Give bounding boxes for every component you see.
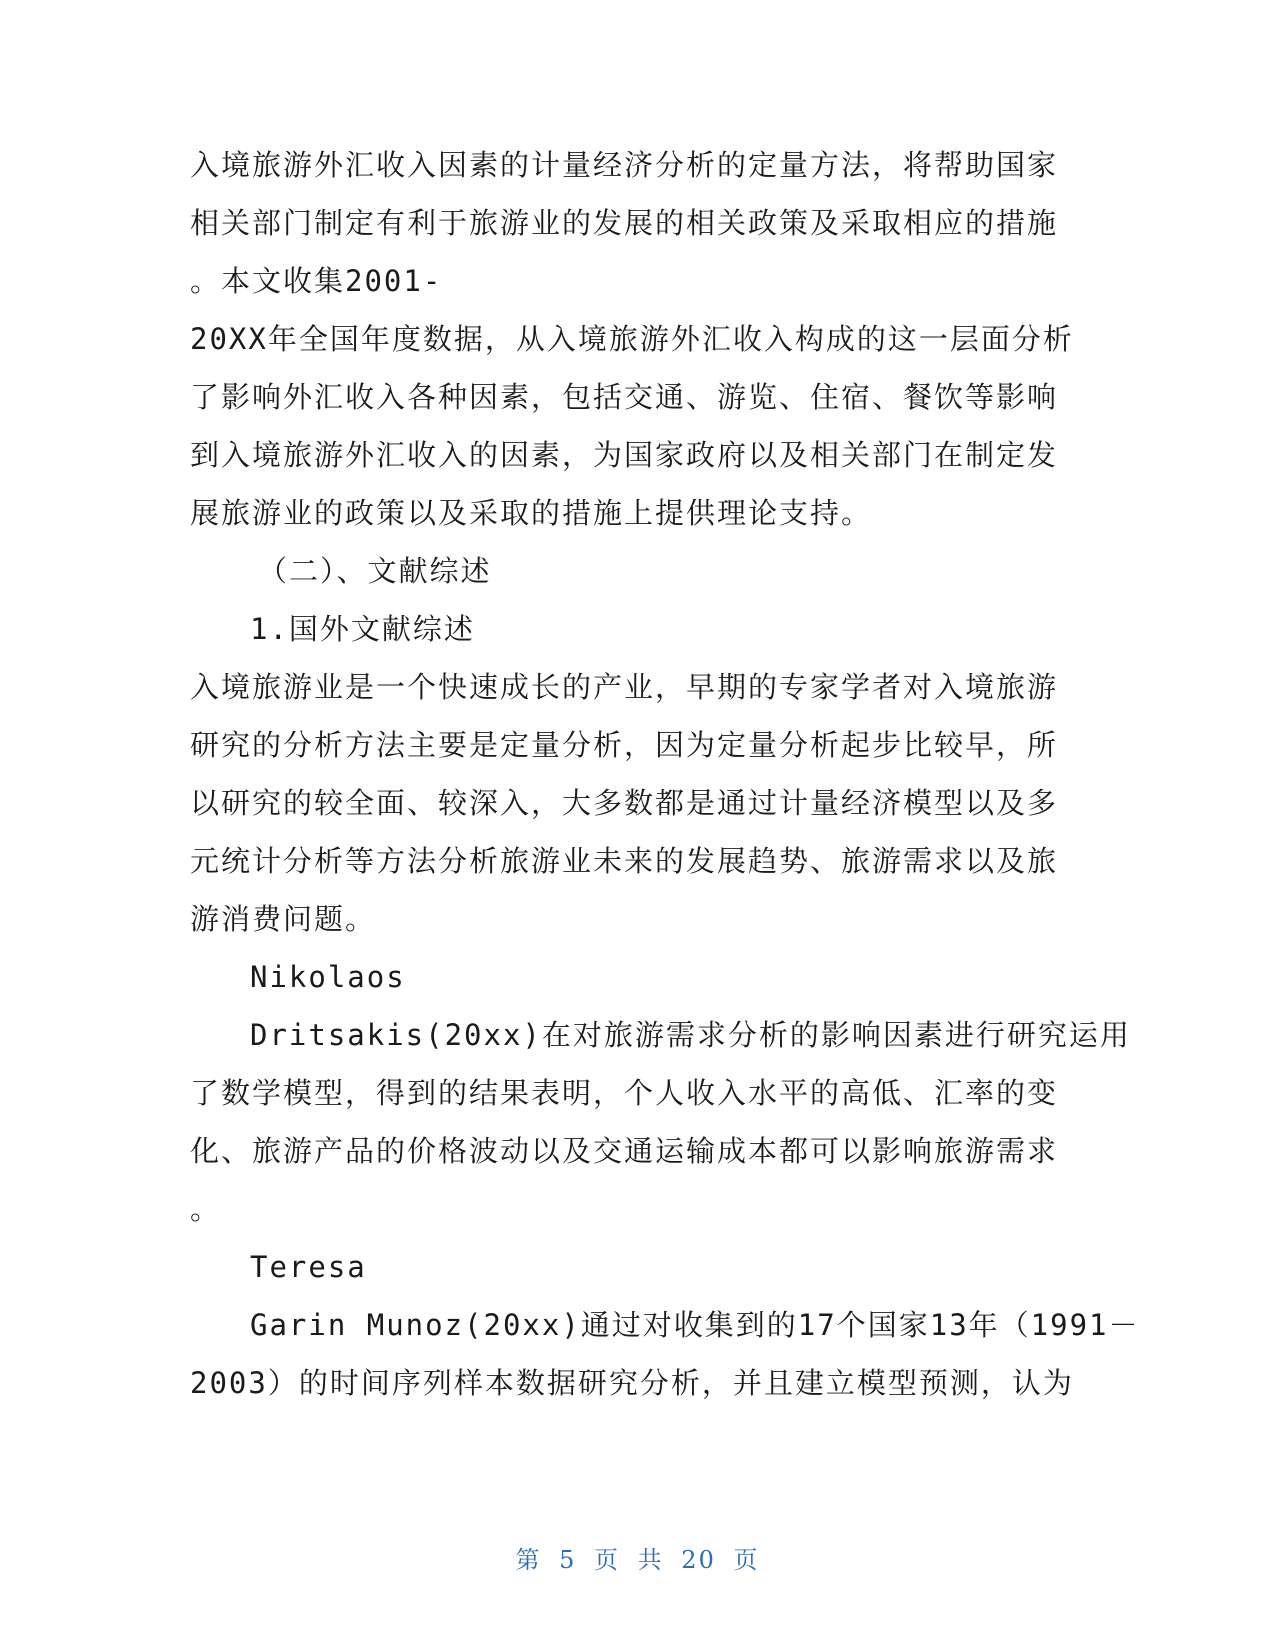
- author-name: Nikolaos: [250, 960, 406, 994]
- body-text-line: 游消费问题。: [190, 902, 377, 936]
- body-text-line: 入境旅游业是一个快速成长的产业，早期的专家学者对入境旅游: [190, 670, 1059, 704]
- body-text-line: Garin Munoz(20xx)通过对收集到的17个国家13年（1991－: [250, 1308, 1140, 1342]
- subsection-heading: 1.国外文献综述: [250, 612, 475, 646]
- body-text-line: 2003）的时间序列样本数据研究分析，并且建立模型预测，认为: [190, 1366, 1074, 1400]
- section-heading: （二）、文献综述: [258, 554, 492, 588]
- body-text-line: 入境旅游外汇收入因素的计量经济分析的定量方法，将帮助国家: [190, 148, 1059, 182]
- body-text-line: 了影响外汇收入各种因素，包括交通、游览、住宿、餐饮等影响: [190, 380, 1059, 414]
- body-text-line: 研究的分析方法主要是定量分析，因为定量分析起步比较早，所: [190, 728, 1059, 762]
- body-text-line: 。: [190, 1192, 222, 1226]
- body-text-line: 20XX年全国年度数据，从入境旅游外汇收入构成的这一层面分析: [190, 322, 1074, 356]
- author-name: Teresa: [250, 1250, 367, 1284]
- body-text-line: 相关部门制定有利于旅游业的发展的相关政策及采取相应的措施: [190, 206, 1059, 240]
- body-text-line: 展旅游业的政策以及采取的措施上提供理论支持。: [190, 496, 873, 530]
- body-text-line: 了数学模型，得到的结果表明，个人收入水平的高低、汇率的变: [190, 1076, 1059, 1110]
- body-text-line: 化、旅游产品的价格波动以及交通运输成本都可以影响旅游需求: [190, 1134, 1059, 1168]
- page-number-footer: 第 5 页 共 20 页: [515, 1546, 760, 1574]
- body-text-line: 以研究的较全面、较深入，大多数都是通过计量经济模型以及多: [190, 786, 1059, 820]
- body-text-line: 到入境旅游外汇收入的因素，为国家政府以及相关部门在制定发: [190, 438, 1059, 472]
- body-text-line: 元统计分析等方法分析旅游业未来的发展趋势、旅游需求以及旅: [190, 844, 1059, 878]
- body-text-line: 。本文收集2001-: [190, 264, 443, 298]
- body-text-line: Dritsakis(20xx)在对旅游需求分析的影响因素进行研究运用: [250, 1018, 1131, 1052]
